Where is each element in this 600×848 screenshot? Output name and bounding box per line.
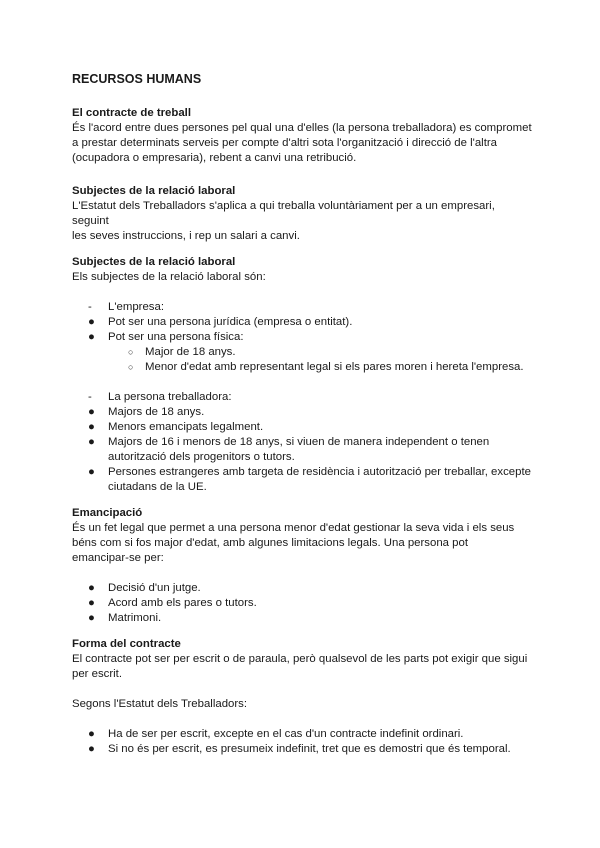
- bullet-marker: ●: [88, 331, 95, 343]
- paragraph-line: les seves instruccions, i rep un salari a canvi.: [72, 230, 300, 242]
- paragraph-line: emancipar-se per:: [72, 552, 164, 564]
- list-subitem: ○ Menor d'edat amb representant legal si els pares moren i hereta l'empresa.: [128, 361, 524, 373]
- paragraph-line: El contracte pot ser per escrit o de paraula, però qualsevol de les parts pot exigir que sigui: [72, 653, 528, 665]
- list-item: - La persona treballadora:: [88, 391, 232, 403]
- paragraph-line: Els subjectes de la relació laboral són:: [72, 271, 266, 283]
- paragraph-line: a prestar determinats serveis per compte d'altri sota l'organització i direcció de l'altra: [72, 137, 498, 149]
- dash-marker: -: [88, 301, 92, 313]
- dash-marker: -: [88, 391, 92, 403]
- list-item: ● Si no és per escrit, es presumeix indefinit, tret que es demostri que és temporal.: [88, 743, 511, 755]
- list-subitem: ○ Major de 18 anys.: [128, 346, 236, 358]
- list-item: ● Acord amb els pares o tutors.: [88, 597, 257, 609]
- bullet-marker: ●: [88, 466, 95, 478]
- section-contracte-treball: [72, 106, 532, 166]
- list-item: ● Menors emancipats legalment.: [88, 421, 264, 433]
- paragraph-line: És un fet legal que permet a una persona menor d'edat gestionar la seva vida i els seus: [72, 522, 515, 534]
- paragraph-line: És l'acord entre dues persones pel qual una d'elles (la persona treballadora) es compromet: [72, 122, 532, 134]
- list-emancipacio: [72, 581, 532, 626]
- bullet-marker: ●: [88, 597, 95, 609]
- document-title: RECURSOS HUMANS: [72, 72, 202, 86]
- list-item: ● Majors de 18 anys.: [88, 406, 205, 418]
- section-subjectes-1: [72, 184, 532, 244]
- list-forma: [72, 727, 532, 757]
- section-heading: El contracte de treball: [72, 107, 192, 119]
- list-item: - L'empresa:: [88, 301, 164, 313]
- section-emancipacio: [72, 506, 532, 626]
- list-item: ● Persones estrangeres amb targeta de residència i autorització per treballar, excepte ciutadans de la UE.: [88, 466, 531, 493]
- paragraph-line: L'Estatut dels Treballadors s'aplica a qui treballa voluntàriament per a un empresari, seguint: [72, 200, 495, 227]
- circle-marker: ○: [128, 347, 134, 357]
- circle-marker: ○: [128, 362, 134, 372]
- list-item: ● Decisió d'un jutge.: [88, 582, 201, 594]
- section-heading: Emancipació: [72, 507, 143, 519]
- section-heading: Forma del contracte: [72, 638, 181, 650]
- section-forma-contracte: [72, 637, 532, 757]
- section-heading: Subjectes de la relació laboral: [72, 185, 236, 197]
- bullet-marker: ●: [88, 436, 95, 448]
- list-empresa: [72, 300, 532, 375]
- list-item: ● Matrimoni.: [88, 612, 162, 624]
- bullet-marker: ●: [88, 421, 95, 433]
- section-heading: Subjectes de la relació laboral: [72, 256, 236, 268]
- list-treballadora: [72, 390, 532, 495]
- bullet-marker: ●: [88, 728, 95, 740]
- paragraph-line: Segons l'Estatut dels Treballadors:: [72, 698, 248, 710]
- paragraph-line: (ocupadora o empresaria), rebent a canvi una retribució.: [72, 152, 357, 164]
- paragraph-line: per escrit.: [72, 668, 123, 680]
- bullet-marker: ●: [88, 582, 95, 594]
- bullet-marker: ●: [88, 316, 95, 328]
- bullet-marker: ●: [88, 743, 95, 755]
- paragraph-line: béns com si fos major d'edat, amb algunes limitacions legals. Una persona pot: [72, 537, 468, 549]
- bullet-marker: ●: [88, 612, 95, 624]
- list-item: ● Ha de ser per escrit, excepte en el cas d'un contracte indefinit ordinari.: [88, 728, 464, 740]
- document-page: [72, 72, 532, 775]
- bullet-marker: ●: [88, 406, 95, 418]
- list-item: ● Majors de 16 i menors de 18 anys, si viuen de manera independent o tenen autorització dels progenitors o tutors.: [88, 436, 490, 463]
- list-item: ● Pot ser una persona física:: [88, 331, 244, 343]
- section-subjectes-2: [72, 255, 532, 495]
- list-item: ● Pot ser una persona jurídica (empresa o entitat).: [88, 316, 353, 328]
